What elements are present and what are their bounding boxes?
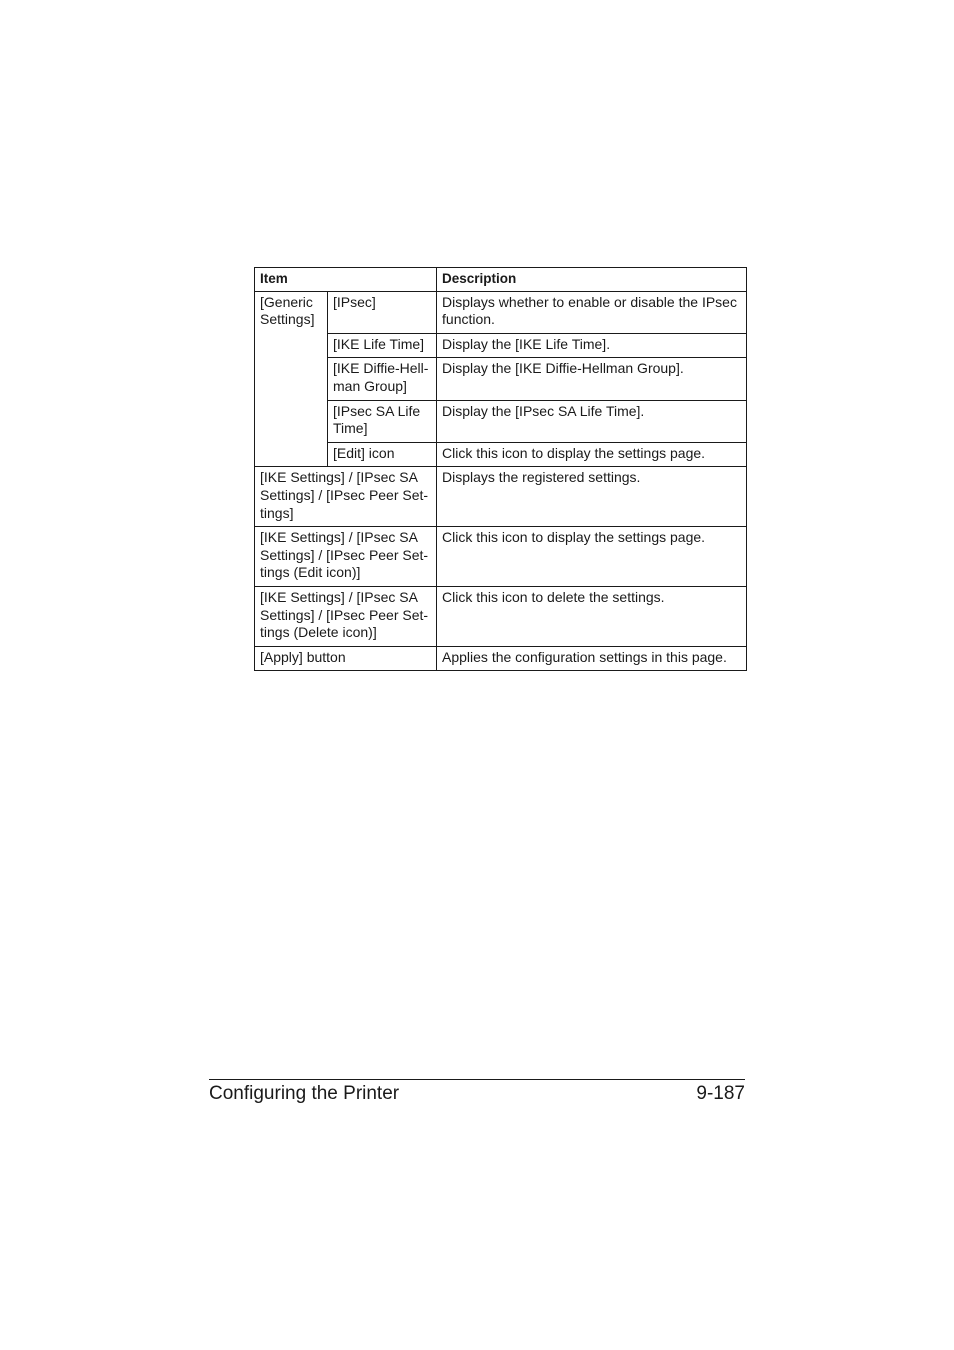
settings-table (254, 267, 747, 671)
header-description: Description (437, 268, 747, 292)
item-cell: [Apply] button (255, 646, 437, 671)
item-cell: [IKE Settings] / [IPsec SA Settings] / [IPsec Peer Set- tings] (255, 467, 437, 527)
sub-item-cell: [IPsec SA Life Time] (328, 400, 437, 442)
description-cell: Displays whether to enable or disable the IPsec function. (437, 291, 747, 333)
table-row (255, 586, 747, 646)
description-cell: Displays the registered settings. (437, 467, 747, 527)
generic-settings-group-label: [Generic Settings] (255, 291, 328, 467)
table-row (255, 291, 747, 333)
description-cell: Display the [IKE Life Time]. (437, 333, 747, 358)
table-row (255, 527, 747, 587)
description-cell: Display the [IPsec SA Life Time]. (437, 400, 747, 442)
item-cell: [IKE Settings] / [IPsec SA Settings] / [IPsec Peer Set- tings (Delete icon)] (255, 586, 437, 646)
table-row (255, 442, 747, 467)
table-row (255, 646, 747, 671)
description-cell: Click this icon to display the settings page. (437, 442, 747, 467)
sub-item-cell: [IKE Diffie-Hell- man Group] (328, 358, 437, 400)
sub-item-cell: [IPsec] (328, 291, 437, 333)
item-cell: [IKE Settings] / [IPsec SA Settings] / [IPsec Peer Set- tings (Edit icon)] (255, 527, 437, 587)
description-cell: Applies the configuration settings in this page. (437, 646, 747, 671)
header-item: Item (255, 268, 437, 292)
description-cell: Click this icon to delete the settings. (437, 586, 747, 646)
description-cell: Display the [IKE Diffie-Hellman Group]. (437, 358, 747, 400)
table-row (255, 467, 747, 527)
sub-item-cell: [Edit] icon (328, 442, 437, 467)
footer-section-title: Configuring the Printer (209, 1083, 400, 1104)
sub-item-cell: [IKE Life Time] (328, 333, 437, 358)
table-row (255, 333, 747, 358)
table-row (255, 358, 747, 400)
footer-divider (209, 1079, 745, 1080)
footer-page-number: 9-187 (696, 1083, 745, 1104)
table-row (255, 400, 747, 442)
description-cell: Click this icon to display the settings page. (437, 527, 747, 587)
table-header-row (255, 268, 747, 292)
